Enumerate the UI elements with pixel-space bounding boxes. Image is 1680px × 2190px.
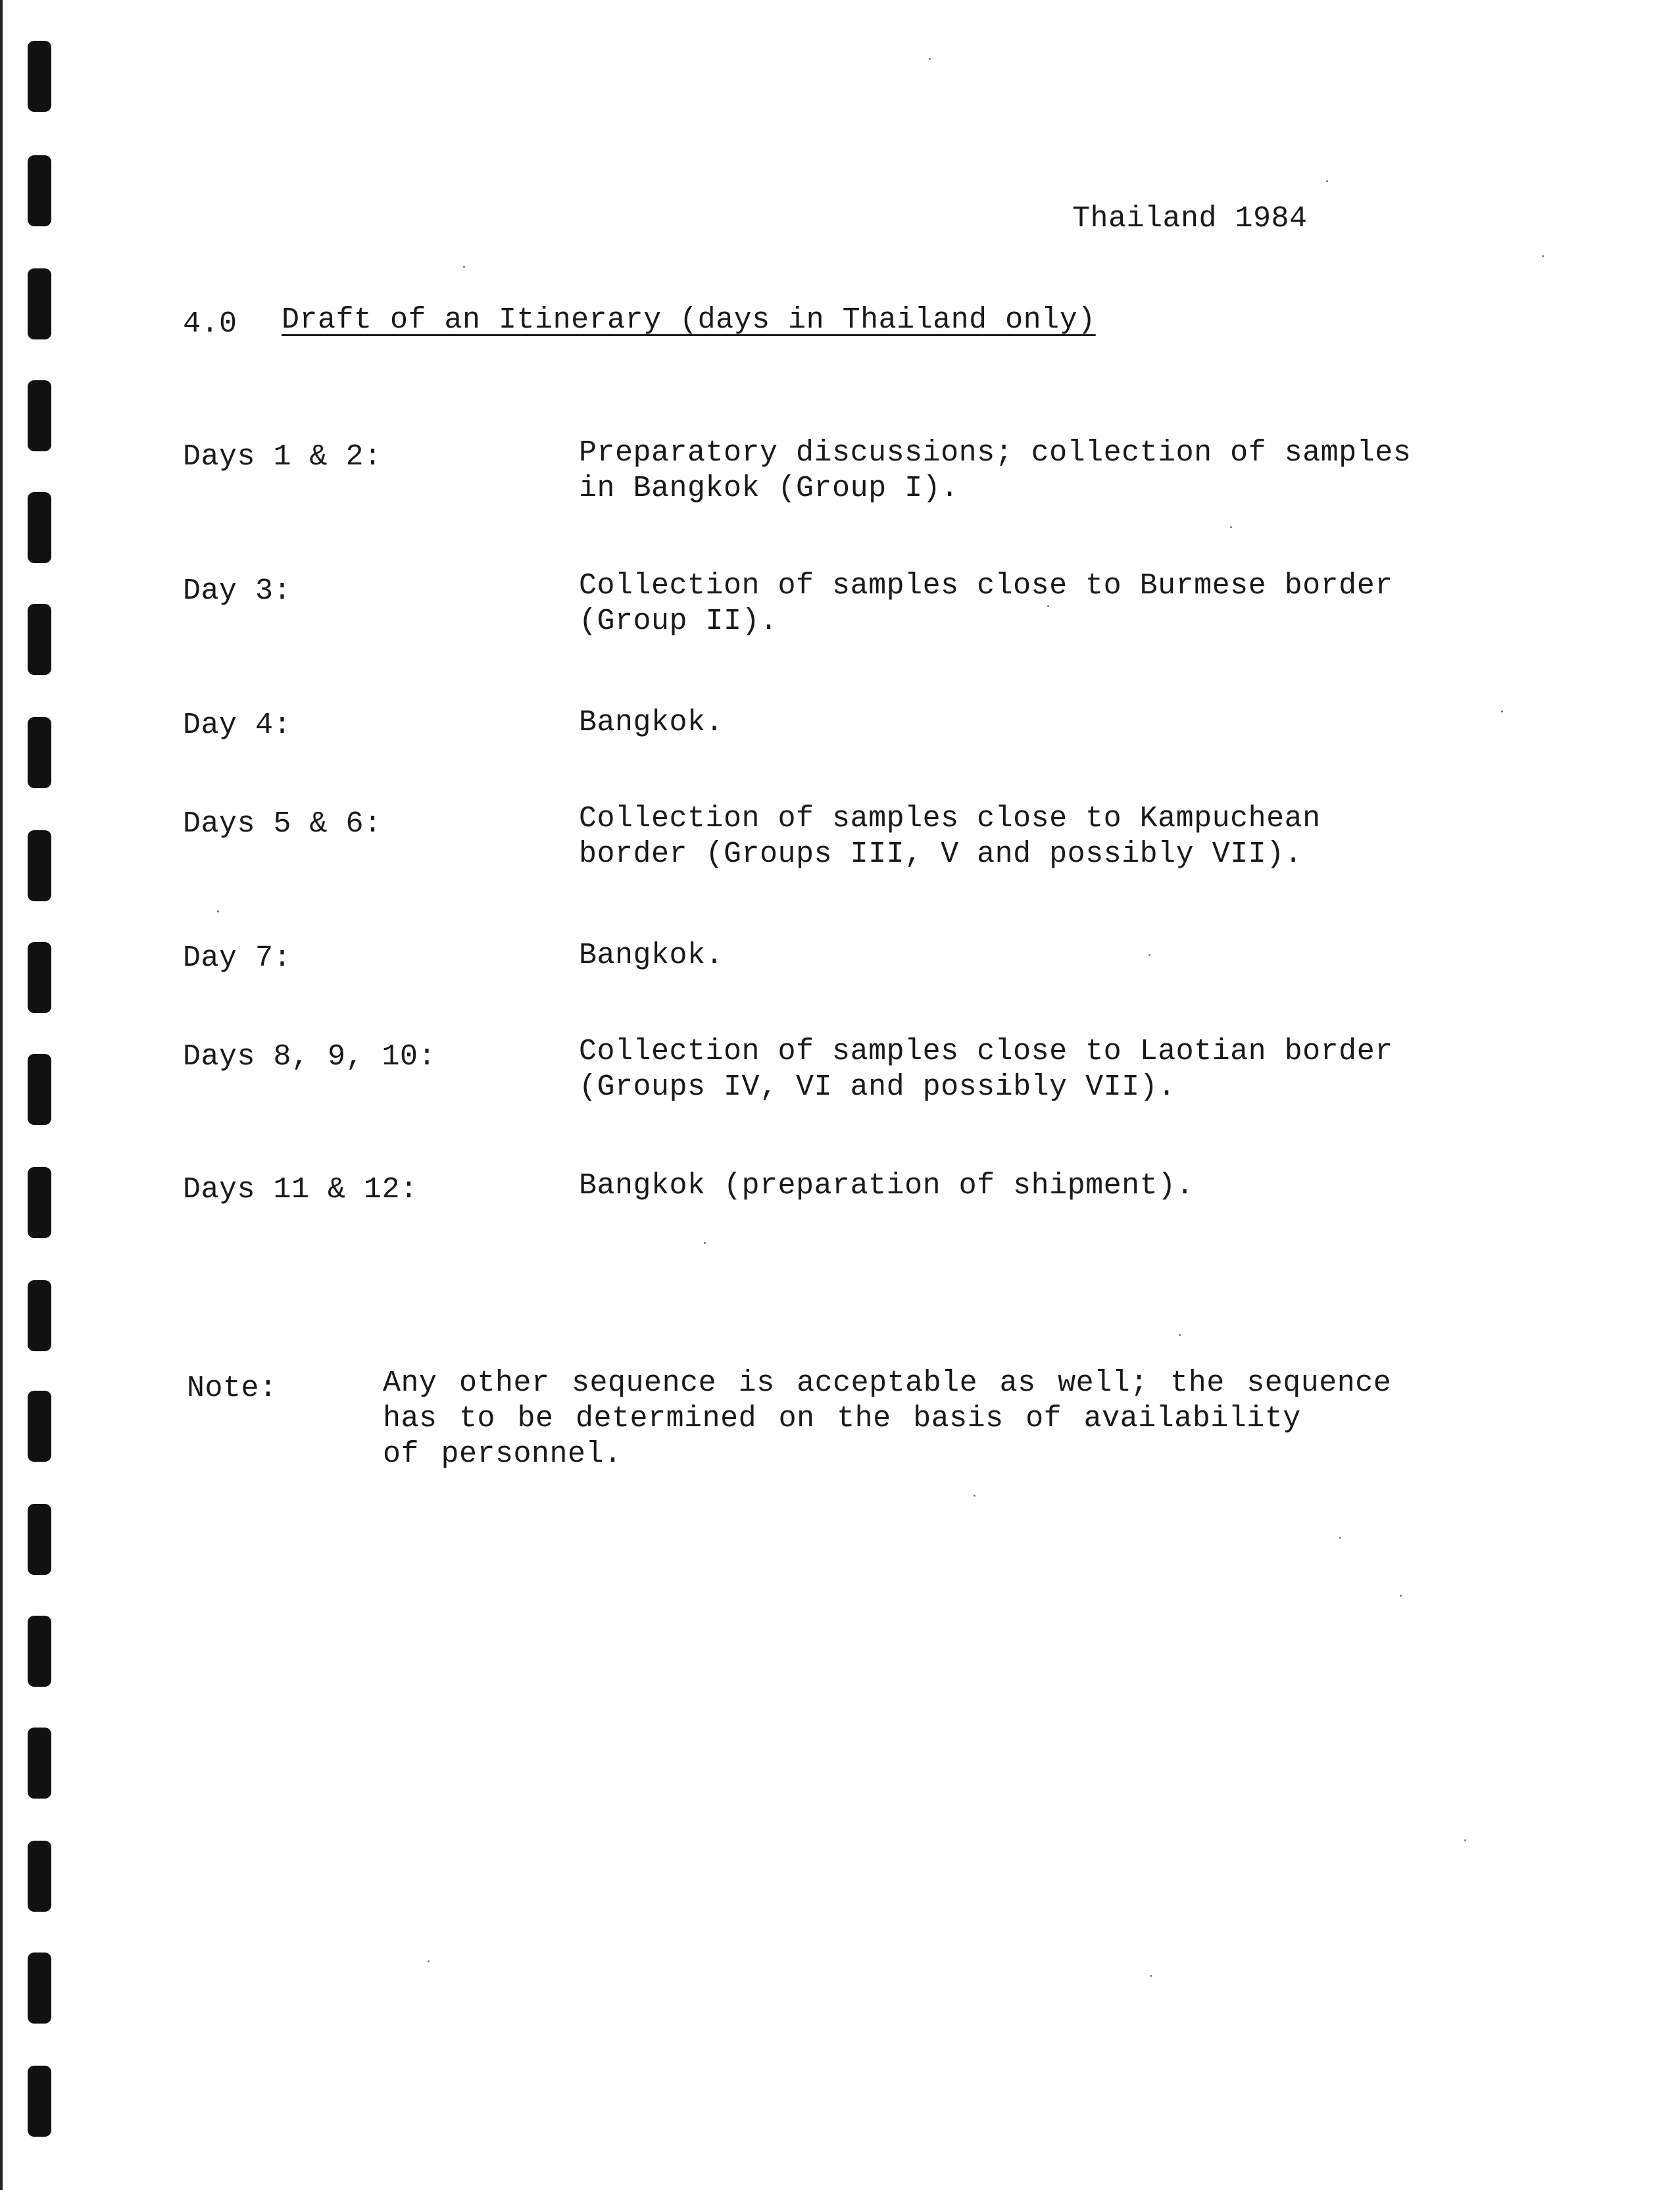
itinerary-day-activity: Collection of samples close to Burmese border (Group II). (579, 569, 1393, 638)
scan-speck (1149, 954, 1150, 956)
binding-hole (28, 492, 51, 563)
binding-hole (28, 604, 51, 675)
binding-hole (28, 1953, 51, 2024)
scan-speck (1339, 1537, 1341, 1539)
binding-hole (28, 1054, 51, 1125)
itinerary-day-label: Days 8, 9, 10: (183, 1040, 437, 1074)
itinerary-day-label: Days 5 & 6: (183, 807, 382, 841)
binding-hole (28, 1391, 51, 1462)
scan-speck (704, 1242, 706, 1244)
scan-speck (1501, 710, 1503, 712)
scan-speck (463, 266, 465, 268)
itinerary-day-label: Day 4: (183, 709, 292, 742)
scan-speck (1150, 1975, 1152, 1977)
binding-hole (28, 942, 51, 1013)
scan-speck (1047, 605, 1049, 607)
scan-speck (217, 910, 219, 912)
itinerary-day-activity: Collection of samples close to Laotian border (Groups IV, VI and possibly VII). (579, 1035, 1393, 1104)
binding-hole (28, 1616, 51, 1687)
note-label: Note: (187, 1372, 278, 1405)
binding-hole (28, 380, 51, 451)
binding-hole (28, 717, 51, 788)
binding-hole (28, 1504, 51, 1575)
scan-speck (1400, 1595, 1402, 1597)
itinerary-day-label: Day 7: (183, 941, 292, 975)
binding-holes (0, 0, 79, 2190)
binding-hole (28, 1167, 51, 1238)
scan-speck (1230, 526, 1232, 528)
scan-speck (1464, 1839, 1466, 1841)
binding-hole (28, 1280, 51, 1351)
binding-hole (28, 830, 51, 901)
binding-hole (28, 2066, 51, 2137)
itinerary-day-label: Days 1 & 2: (183, 440, 382, 474)
section-title: Draft of an Itinerary (days in Thailand only) (282, 303, 1096, 337)
itinerary-day-activity: Bangkok. (579, 939, 724, 972)
binding-hole (28, 1841, 51, 1912)
binding-edge (0, 0, 3, 2190)
itinerary-day-activity: Collection of samples close to Kampuchean border (Groups III, V and possibly VII). (579, 802, 1321, 871)
scan-speck (929, 58, 931, 60)
itinerary-day-label: Day 3: (183, 574, 292, 608)
itinerary-day-activity: Preparatory discussions; collection of samples in Bangkok (Group I). (579, 436, 1412, 505)
itinerary-day-activity: Bangkok. (579, 706, 724, 739)
scan-speck (1542, 255, 1544, 257)
scan-speck (1326, 180, 1328, 182)
scan-speck (428, 1960, 430, 1962)
note-text: Any other sequence is acceptable as well; the sequence has to be determined on the basis of availability of personnel. (383, 1366, 1392, 1471)
scan-speck (1179, 1334, 1181, 1336)
binding-hole (28, 268, 51, 339)
binding-hole (28, 41, 51, 112)
document-header-year: Thailand 1984 (1072, 202, 1308, 236)
itinerary-day-label: Days 11 & 12: (183, 1173, 418, 1207)
itinerary-day-activity: Bangkok (preparation of shipment). (579, 1169, 1195, 1203)
section-number: 4.0 (183, 307, 237, 341)
scan-speck (974, 1495, 976, 1497)
binding-hole (28, 1728, 51, 1799)
binding-hole (28, 155, 51, 226)
